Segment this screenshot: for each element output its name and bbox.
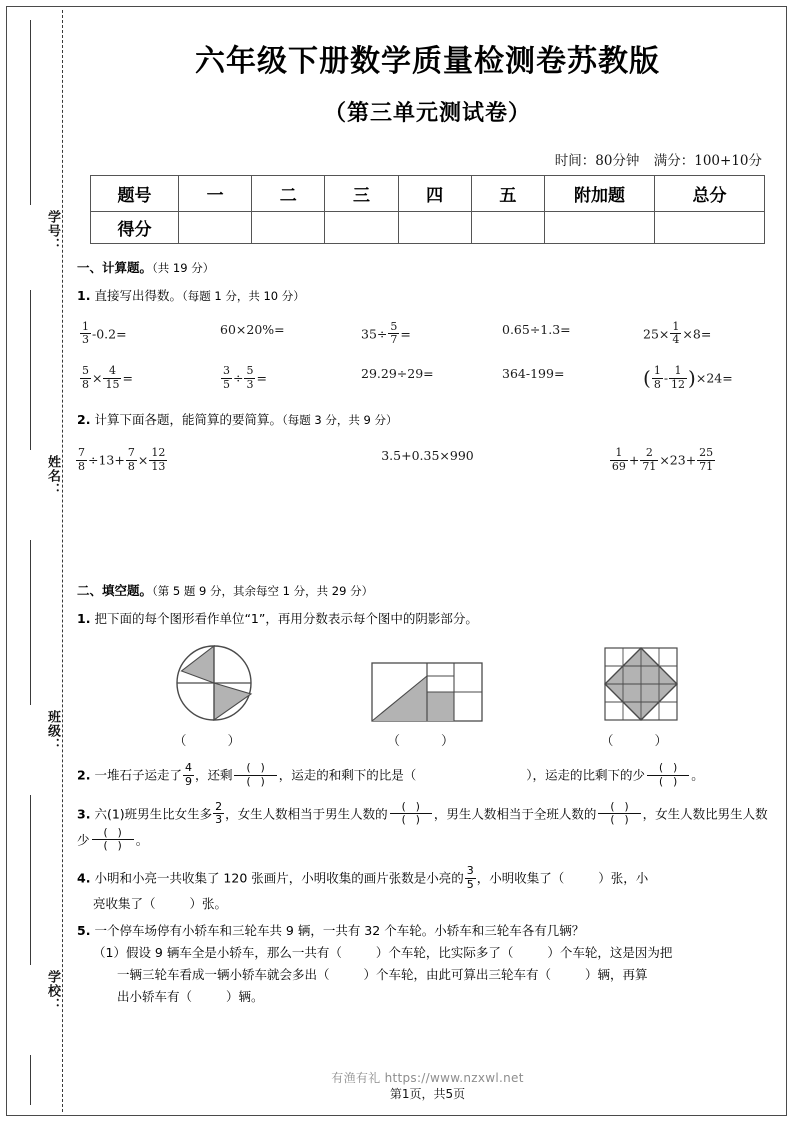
sidebar-tick-3 xyxy=(30,540,31,705)
question-number: 2. xyxy=(77,767,91,783)
sidebar-tick-2 xyxy=(30,290,31,450)
question-text-part: ，小明收集了（ xyxy=(476,870,565,886)
fraction: $\frac{1}{12}$ xyxy=(671,364,686,391)
sidebar-item-school xyxy=(0,970,62,1012)
score-table xyxy=(90,175,765,244)
expression-item: 35÷ $\frac{5}{7}$ = xyxy=(361,319,411,347)
fraction: $\frac{2}{71}$ xyxy=(642,446,657,473)
fraction: $\frac{4}{9}$ xyxy=(184,761,192,788)
score-table-col-3: 三 xyxy=(325,176,398,212)
section2-q4 xyxy=(77,866,780,916)
question-number: 2. xyxy=(77,412,91,428)
page-number: 第1页，共5页 xyxy=(389,1087,466,1101)
question-text-part: 亮收集了（ xyxy=(93,896,156,912)
question-points: （每题 3 分，共 9 分） xyxy=(281,413,398,428)
question-text-part: 一辆三轮车看成一辆小轿车就会多出（ xyxy=(117,966,330,982)
fraction: $\frac{25}{71}$ xyxy=(699,446,714,473)
question-text-part: ，女生人数比男生人数少 xyxy=(77,806,768,848)
question-number: 4. xyxy=(77,870,91,886)
expression-item: ( $\frac{1}{8}$ - $\frac{1}{12}$ )×24= xyxy=(643,364,733,391)
square-grid-diamond-shaded-icon xyxy=(603,646,679,722)
sidebar-tick-1 xyxy=(30,20,31,205)
question-text-part: ，男生人数相当于全班人数的 xyxy=(433,806,597,822)
answer-blank-fraction[interactable]: $\frac{( )}{( )}$ xyxy=(647,762,689,788)
score-cell-3[interactable] xyxy=(325,212,398,244)
answer-blank-fraction[interactable]: $\frac{( )}{( )}$ xyxy=(390,801,432,827)
question-text-part: 出小轿车有（ xyxy=(117,988,193,1004)
fraction: $\frac{12}{13}$ xyxy=(151,446,166,473)
question-text-part: ，还剩 xyxy=(194,767,233,783)
figure-2 xyxy=(371,662,483,749)
expression-item: 3.5+0.35×990 xyxy=(381,448,474,464)
score-table-col-4: 四 xyxy=(398,176,471,212)
section-1-title: 一、计算题。 xyxy=(77,260,153,275)
sidebar-item-student-id xyxy=(0,210,62,252)
score-table-col-1: 一 xyxy=(179,176,252,212)
section1-q1-prompt xyxy=(77,284,780,308)
exam-time: 时间：80分钟 xyxy=(554,153,640,169)
fraction: $\frac{1}{3}$ xyxy=(82,319,89,347)
section2-q3 xyxy=(77,799,780,854)
fraction: $\frac{7}{8}$ xyxy=(78,446,85,473)
score-cell-5[interactable] xyxy=(471,212,544,244)
fraction: $\frac{4}{15}$ xyxy=(105,364,120,391)
score-cell-4[interactable] xyxy=(398,212,471,244)
fraction: $\frac{5}{8}$ xyxy=(82,364,89,391)
sidebar-item-label: 班级： xyxy=(45,710,60,752)
expression-item: $\frac{7}{8}$ ÷13+ $\frac{7}{8}$ × $\frac{12}{13}$ xyxy=(78,446,166,473)
sidebar-tick-4 xyxy=(30,795,31,965)
sidebar-dashed-divider xyxy=(62,10,63,1112)
section-2-heading xyxy=(77,581,780,599)
score-cell-bonus[interactable] xyxy=(545,212,655,244)
fraction: $\frac{1}{8}$ xyxy=(653,364,661,391)
sidebar-item-label: 学校： xyxy=(45,970,60,1012)
section2-q1-prompt xyxy=(77,607,780,631)
section1-q1-row2 xyxy=(75,366,780,392)
question-text-part: 小明和小亮一共收集了 120 张画片，小明收集的画片张数是小亮的 xyxy=(94,870,464,886)
question-text-part: ）个车轮，这是因为把 xyxy=(547,944,673,960)
score-table-col-5: 五 xyxy=(471,176,544,212)
fraction: $\frac{3}{5}$ xyxy=(466,864,474,891)
section2-q5 xyxy=(77,920,780,1008)
rectangle-grid-shaded-icon xyxy=(371,662,483,722)
expression-item: $\frac{5}{8}$ × $\frac{4}{15}$ = xyxy=(82,364,133,391)
section-1-heading xyxy=(77,258,780,276)
question-points: （每题 1 分，共 10 分） xyxy=(181,289,305,303)
score-table-col-bonus: 附加题 xyxy=(545,176,655,212)
section2-q2 xyxy=(77,763,780,789)
fraction: $\frac{5}{7}$ xyxy=(390,319,398,347)
figure-2-answer-blank[interactable]: （ ） xyxy=(386,734,468,750)
question-text-part: 一堆石子运走了 xyxy=(94,767,182,783)
page-title: 六年级下册数学质量检测卷苏教版 xyxy=(195,44,660,79)
section-2-title: 二、填空题。 xyxy=(77,582,153,598)
expression-item: 364-199= xyxy=(502,366,565,382)
exam-total-score: 满分：100+10分 xyxy=(653,153,762,169)
score-table-row-label: 题号 xyxy=(91,176,179,212)
question-text-part: ）张，小 xyxy=(598,870,649,886)
question-text-part: ）辆。 xyxy=(226,988,264,1004)
fraction: $\frac{2}{3}$ xyxy=(215,799,223,827)
fraction: $\frac{1}{69}$ xyxy=(611,446,626,473)
score-cell-1[interactable] xyxy=(179,212,252,244)
paper-content xyxy=(75,14,780,1108)
section2-q1-figures xyxy=(75,644,780,749)
section1-q1-row1 xyxy=(75,319,780,348)
question-number: 5. xyxy=(77,923,91,939)
answer-blank-fraction[interactable]: $\frac{( )}{( )}$ xyxy=(598,801,640,827)
question-text-part: ）个车轮，由此可算出三轮车有（ xyxy=(363,966,552,982)
answer-blank-fraction[interactable]: $\frac{( )}{( )}$ xyxy=(234,762,276,788)
score-table-col-2: 二 xyxy=(252,176,325,212)
section1-q2-expressions xyxy=(75,448,780,474)
score-table-row-label: 得分 xyxy=(91,212,179,244)
figure-3 xyxy=(600,646,681,749)
table-row-scores xyxy=(91,212,765,244)
sidebar-tick-5 xyxy=(30,1055,31,1105)
section-1-points: （共 19 分） xyxy=(152,261,215,275)
sidebar-item-label: 姓名： xyxy=(45,455,60,497)
expression-item: 0.65÷1.3= xyxy=(502,321,571,337)
question-text-part: ，运走的和剩下的比是（ xyxy=(278,767,417,783)
score-cell-total[interactable] xyxy=(655,212,765,244)
sidebar-item-class xyxy=(0,710,62,752)
sidebar-item-label: 学号： xyxy=(45,210,60,252)
circle-quadrants-shaded-icon xyxy=(175,644,253,722)
page-footer xyxy=(75,1069,780,1102)
figure-3-answer-blank[interactable]: （ ） xyxy=(600,734,682,750)
question-text: 一个停车场停有小轿车和三轮车共 9 辆，一共有 32 个车轮。小轿车和三轮车各有几辆？ xyxy=(94,923,585,939)
question-text-part: ）辆，再算 xyxy=(585,966,648,982)
question-text-part: ，女生人数相当于男生人数的 xyxy=(225,806,388,822)
score-table-col-total: 总分 xyxy=(655,176,765,212)
answer-workspace-section1[interactable] xyxy=(75,475,780,567)
expression-item: $\frac{1}{69}$ + $\frac{2}{71}$ ×23+ $\frac{25}{71}$ xyxy=(611,446,714,473)
question-text-part: 。 xyxy=(691,767,704,783)
fraction: $\frac{1}{4}$ xyxy=(672,319,680,347)
section1-q2-prompt xyxy=(77,408,780,432)
exam-meta xyxy=(75,149,762,169)
question-text-part: ），运走的比剩下的少 xyxy=(526,767,645,783)
question-text: 把下面的每个图形看作单位“1”，再用分数表示每个图中的阴影部分。 xyxy=(94,610,478,626)
question-text: 计算下面各题，能简算的要简算。 xyxy=(94,412,282,428)
question-number: 3. xyxy=(77,806,91,822)
section-2-points: （第 5 题 9 分，其余每空 1 分，共 29 分） xyxy=(152,583,374,598)
fraction: $\frac{3}{5}$ xyxy=(223,364,230,391)
sidebar-item-name xyxy=(0,455,62,497)
figure-1-answer-blank[interactable]: （ ） xyxy=(173,734,255,750)
question-number: 1. xyxy=(77,288,91,303)
question-text-part: ）个车轮，比实际多了（ xyxy=(375,944,514,960)
expression-item: $\frac{1}{3}$ -0.2= xyxy=(82,319,127,347)
question-text-part: ）张。 xyxy=(189,896,228,912)
expression-item: 29.29÷29= xyxy=(361,366,434,382)
table-row-header xyxy=(91,176,765,212)
figure-1 xyxy=(173,644,254,749)
expression-item: 25× $\frac{1}{4}$ ×8= xyxy=(643,319,712,347)
expression-item: 60×20%= xyxy=(220,321,285,337)
watermark-text: 有渔有礼 https://www.nzxwl.net xyxy=(331,1071,524,1085)
expression-item: $\frac{3}{5}$ ÷ $\frac{5}{3}$ = xyxy=(223,364,267,391)
score-cell-2[interactable] xyxy=(252,212,325,244)
question-text-part: 。 xyxy=(135,832,149,848)
question-number: 1. xyxy=(77,610,91,626)
question-text-part: （1）假设 9 辆车全是小轿车，那么一共有（ xyxy=(93,944,342,960)
page-subtitle: （第三单元测试卷） xyxy=(323,100,531,126)
question-text-part: 六(1)班男生比女生多 xyxy=(94,806,213,822)
fraction: $\frac{5}{3}$ xyxy=(246,364,254,391)
question-text: 直接写出得数。 xyxy=(94,288,182,303)
fraction: $\frac{7}{8}$ xyxy=(127,446,135,473)
answer-blank-fraction[interactable]: $\frac{( )}{( )}$ xyxy=(92,827,134,853)
